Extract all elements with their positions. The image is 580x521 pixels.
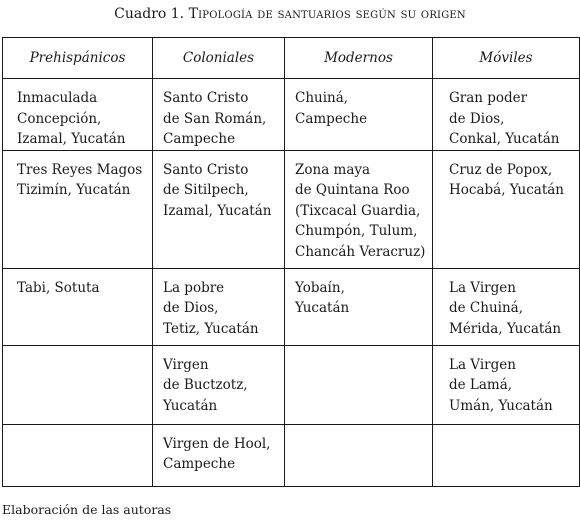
header-coloniales: Coloniales — [153, 38, 285, 79]
cell-line: Virgen — [163, 356, 209, 373]
cell-line: Hocabá, Yucatán — [449, 182, 564, 198]
caption-label: Cuadro 1. — [114, 6, 185, 22]
header-row — [3, 38, 580, 79]
cell-line: Zona maya — [295, 161, 371, 178]
cell-line: Santo Cristo — [163, 161, 249, 178]
cell-line: Conkal, Yucatán — [449, 131, 560, 147]
cell-line: Mérida, Yucatán — [449, 320, 562, 337]
header-modernos: Modernos — [285, 38, 433, 79]
cell-line: Campeche — [163, 456, 236, 472]
cell-line: La Virgen — [449, 279, 516, 296]
cell-line: de Buctzotz, — [163, 377, 248, 393]
table-cell — [153, 345, 285, 424]
cell-line: Cruz de Popox, — [449, 161, 553, 178]
cell-line: Campeche — [295, 110, 368, 127]
table-cell — [433, 150, 580, 268]
cell-line: Tabi, Sotuta — [17, 279, 100, 296]
table-cell — [285, 79, 433, 151]
table-row — [3, 150, 580, 268]
cell-line: Santo Cristo — [163, 90, 249, 106]
cell-line: Tetiz, Yucatán — [163, 320, 259, 337]
table-cell — [285, 345, 433, 424]
cell-line: Tres Reyes Magos — [17, 161, 143, 178]
table-cell — [3, 268, 153, 345]
table-cell — [433, 424, 580, 486]
table-cell — [153, 150, 285, 268]
cell-line: (Tixcacal Guardia, — [295, 202, 421, 219]
table-header — [3, 38, 580, 79]
cell-line: Izamal, Yucatán — [17, 131, 126, 147]
cell-line: de Lamá, — [449, 377, 513, 393]
cell-line: Campeche — [163, 131, 236, 147]
table-cell — [285, 268, 433, 345]
cell-line: Yucatán — [295, 300, 350, 316]
cell-line: de San Román, — [163, 110, 267, 127]
cell-line: Chuiná, — [295, 90, 349, 106]
source-note: Elaboración de las autoras — [2, 502, 172, 517]
cell-line: de Dios, — [449, 110, 505, 127]
cell-line: Umán, Yucatán — [449, 397, 553, 414]
table-row — [3, 79, 580, 151]
table-cell — [3, 79, 153, 151]
cell-line: Chumpón, Tulum, — [295, 223, 418, 239]
table-row — [3, 268, 580, 345]
cell-line: La Virgen — [449, 356, 516, 373]
cell-line: Izamal, Yucatán — [163, 202, 272, 219]
cell-line: Concepción, — [17, 110, 102, 127]
table-caption — [0, 4, 580, 24]
table-cell — [3, 424, 153, 486]
cell-line: Gran poder — [449, 90, 528, 106]
table-cell — [153, 424, 285, 486]
cell-line: Inmaculada — [17, 90, 98, 106]
cell-line: Yucatán — [163, 397, 218, 414]
cell-line: Tizimín, Yucatán — [17, 182, 131, 198]
cell-line: La pobre — [163, 279, 225, 296]
table-body — [3, 79, 580, 487]
table-cell — [285, 424, 433, 486]
table-cell — [153, 79, 285, 151]
table-cell — [3, 345, 153, 424]
table-cell — [433, 345, 580, 424]
table-cell — [433, 268, 580, 345]
cell-line: Virgen de Hool, — [163, 435, 271, 452]
sanctuary-typology-table — [2, 37, 580, 487]
table-row — [3, 424, 580, 486]
table-cell — [153, 268, 285, 345]
cell-line: de Sitilpech, — [163, 182, 249, 198]
caption-title: Tipología de santuarios según su origen — [188, 6, 466, 22]
header-moviles: Móviles — [433, 38, 580, 79]
table-cell — [285, 150, 433, 268]
cell-line: de Quintana Roo — [295, 182, 410, 198]
cell-line: Yobaín, — [295, 279, 345, 296]
header-prehispanicos: Prehispánicos — [3, 38, 153, 79]
cell-line: de Chuiná, — [449, 300, 523, 316]
cell-line: de Dios, — [163, 300, 219, 316]
table-cell — [3, 150, 153, 268]
table-cell — [433, 79, 580, 151]
table-row — [3, 345, 580, 424]
cell-line: Chancáh Veracruz) — [295, 243, 426, 260]
